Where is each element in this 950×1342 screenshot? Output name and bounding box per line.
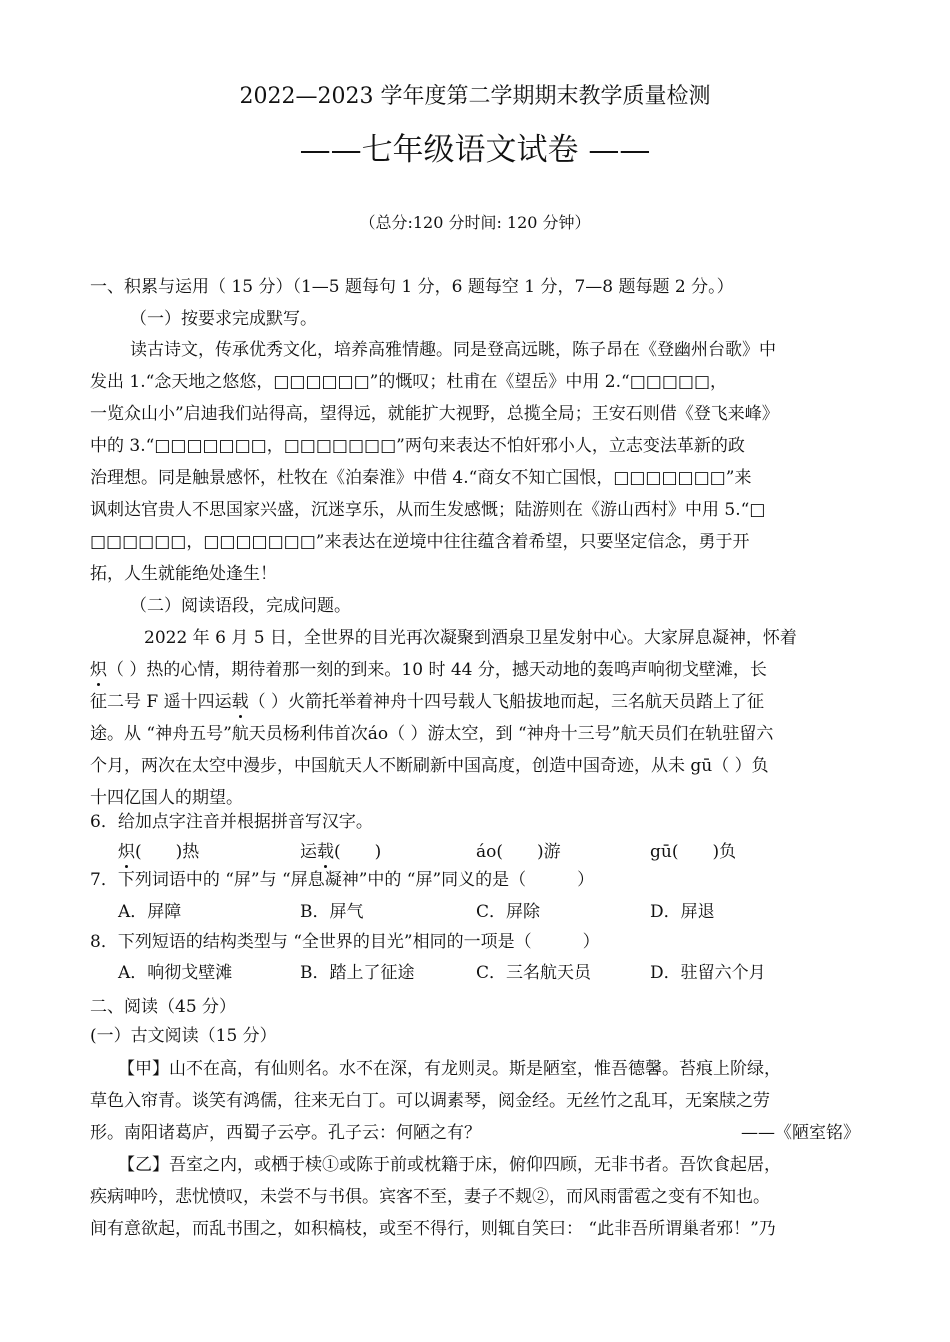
paragraph-line: 一览众山小”启迪我们站得高，望得远，就能扩大视野，总揽全局；王安石则借《登飞来峰》: [90, 404, 779, 424]
q6-item-3: áo( )游: [476, 842, 561, 862]
q7-option-a: A．屏障: [118, 902, 182, 922]
q7-option-b: B．屏气: [300, 902, 364, 922]
reading-line: 个月，两次在太空中漫步，中国航天人不断刷新中国高度，创造中国奇迹，从未 gū（ ）负: [90, 756, 769, 776]
q6-item-1: 炽( )热: [118, 842, 200, 862]
dotted-char: 炽: [118, 842, 135, 862]
dotted-char: 载: [317, 842, 334, 862]
section1-sub2: （二）阅读语段，完成问题。: [130, 596, 351, 616]
reading-line: 征二号 F 遥十四运载（ ）火箭托举着神舟十四号载人飞船拔地而起，三名航天员踏上了征: [90, 692, 765, 712]
q8-option-c: C．三名航天员: [476, 963, 592, 983]
text-jia-line: 草色入帘青。谈笑有鸿儒，往来无白丁。可以调素琴，阅金经。无丝竹之乱耳，无案牍之劳: [90, 1091, 770, 1111]
text-yi-line: 间有意欲起，而乱书围之，如积槁枝，或至不得行，则辄自笑曰： “此非吾所谓巢者邪！”乃: [90, 1219, 776, 1239]
text-yi-line: 【乙】吾室之内，或栖于椟①或陈于前或枕籍于床，俯仰四顾，无非书者。吾饮食起居，: [118, 1155, 781, 1175]
exam-title: 2022—2023 学年度第二学期期末教学质量检测: [239, 84, 711, 109]
reading-line: 炽（ ）热的心情，期待着那一刻的到来。10 时 44 分，撼天动地的轰鸣声响彻戈壁滩，长: [90, 660, 767, 680]
paragraph-line: 发出 1.“念天地之悠悠，□□□□□□”的慨叹；杜甫在《望岳》中用 2.“□□□□□，: [90, 372, 728, 392]
text-jia-line: 【甲】山不在高，有仙则名。水不在深，有龙则灵。斯是陋室，惟吾德馨。苔痕上阶绿，: [118, 1059, 781, 1079]
reading-line: 2022 年 6 月 5 日，全世界的目光再次凝聚到酒泉卫星发射中心。大家屏息凝神，怀着: [144, 628, 797, 648]
text-jia-source: ——《陋室铭》: [741, 1123, 860, 1143]
paragraph-line: 中的 3.“□□□□□□□，□□□□□□□”两句来表达不怕奸邪小人，立志变法革新的政: [90, 436, 745, 456]
question-8: 8．下列短语的结构类型与 “全世界的目光”相同的一项是（ ）: [90, 932, 600, 952]
dotted-char: 载: [231, 692, 249, 712]
section1-heading: 一、积累与运用（ 15 分）（1—5 题每句 1 分，6 题每空 1 分，7—8 题每题 2 分。）: [90, 277, 734, 297]
q6-item-2: 运载( ): [300, 842, 382, 862]
section1-sub1: （一）按要求完成默写。: [130, 309, 317, 329]
dotted-char: 炽: [90, 660, 107, 680]
q7-option-d: D．屏退: [650, 902, 715, 922]
question-7: 7．下列词语中的 “屏”与 “屏息凝神”中的 “屏”同义的是（ ）: [90, 870, 595, 890]
section2-sub1: (一）古文阅读（15 分）: [90, 1026, 277, 1046]
reading-line: 十四亿国人的期望。: [90, 788, 243, 808]
q8-option-d: D．驻留六个月: [650, 963, 766, 983]
paragraph-line: 读古诗文，传承优秀文化，培养高雅情趣。同是登高远眺，陈子昂在《登幽州台歌》中: [130, 340, 776, 360]
paragraph-line: 讽刺达官贵人不思国家兴盛，沉迷享乐，从而生发感慨；陆游则在《游山西村》中用 5.“□: [90, 500, 766, 520]
q8-option-a: A．响彻戈壁滩: [118, 963, 233, 983]
paragraph-line: □□□□□□，□□□□□□□”来表达在逆境中往往蕴含着希望，只要坚定信念，勇于开: [90, 532, 750, 552]
exam-name: ——七年级语文试卷 ——: [299, 132, 651, 168]
reading-line: 途。从 “神舟五号”航天员杨利伟首次áo（ ）游太空，到 “神舟十三号”航天员们在轨驻留六: [90, 724, 774, 744]
paragraph-line: 拓，人生就能绝处逢生！: [90, 564, 277, 584]
text-jia-line: 形。南阳诸葛庐，西蜀子云亭。孔子云：何陋之有？: [90, 1123, 481, 1143]
text-yi-line: 疾病呻吟，悲忧愤叹，未尝不与书俱。宾客不至，妻子不觌②，而风雨雷雹之变有不知也。: [90, 1187, 770, 1207]
section2-heading: 二、阅读（45 分）: [90, 997, 237, 1017]
question-6: 6．给加点字注音并根据拼音写汉字。: [90, 812, 373, 832]
q6-item-4: gū( )负: [650, 842, 737, 862]
q7-option-c: C．屏除: [476, 902, 541, 922]
q8-option-b: B．踏上了征途: [300, 963, 415, 983]
paragraph-line: 治理想。同是触景感怀，杜牧在《泊秦淮》中借 4.“商女不知亡国恨，□□□□□□□”来: [90, 468, 752, 488]
exam-info: （总分:120 分时间: 120 分钟）: [359, 213, 591, 232]
